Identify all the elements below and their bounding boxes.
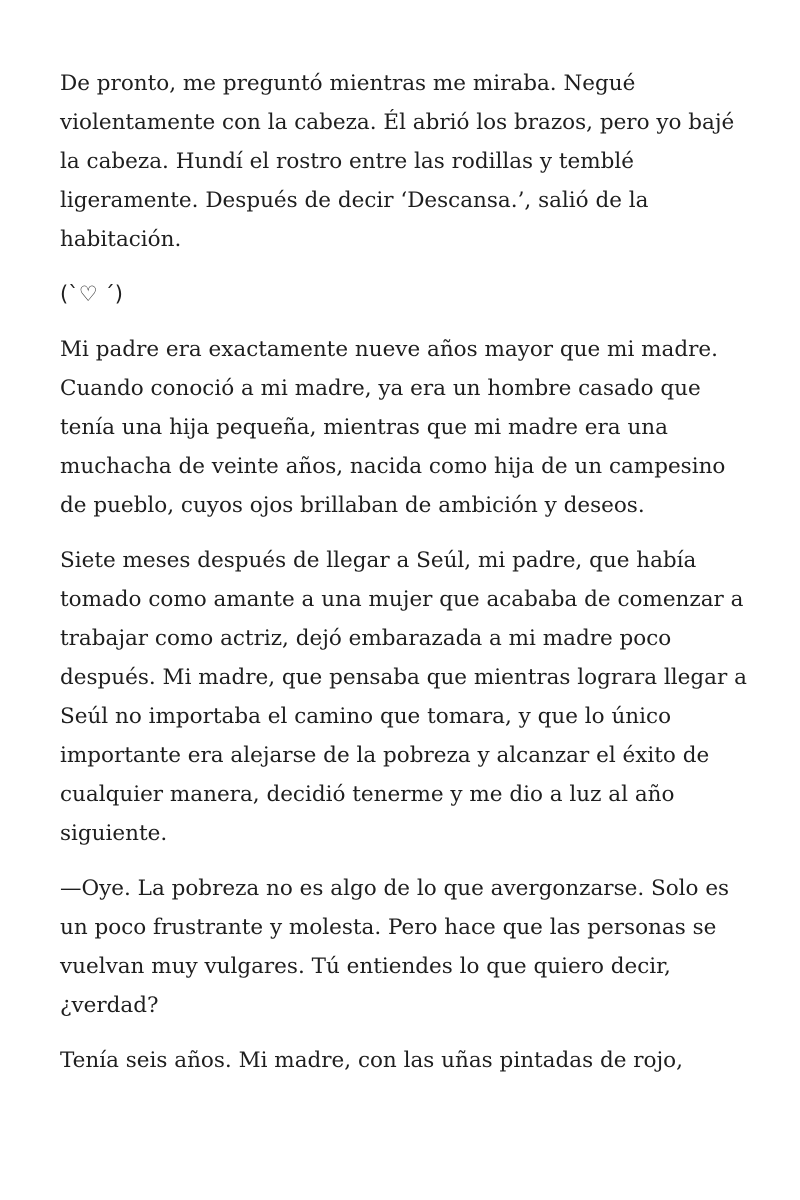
document-page bbox=[60, 64, 750, 1096]
paragraph: —Oye. La pobreza no es algo de lo que avergonzarse. Solo es un poco frustrante y molesta. Pero hace que las personas se vuelvan muy vulgares. Tú entiendes lo que quiero decir, ¿verdad? bbox=[60, 876, 730, 1018]
paragraph: De pronto, me preguntó mientras me miraba. Negué violentamente con la cabeza. Él abrió los brazos, pero yo bajé la cabeza. Hundí el rostro entre las rodillas y temblé ligeramente. Después de decir ‘Descansa.’, salió de la habitación. bbox=[60, 71, 735, 252]
paragraph: Mi padre era exactamente nueve años mayor que mi madre. Cuando conoció a mi madre, ya era un hombre casado que tenía una hija pequeña, mientras que mi madre era una muchacha de veinte años, nacida como hija de un campesino de pueblo, cuyos ojos brillaban de ambición y deseos. bbox=[60, 337, 726, 518]
paragraph: Siete meses después de llegar a Seúl, mi padre, que había tomado como amante a una mujer que acababa de comenzar a trabajar como actriz, dejó embarazada a mi madre poco después. Mi madre, que pensaba que mientras lograra llegar a Seúl no importaba el camino que tomara, y que lo único importante era alejarse de la pobreza y alcanzar el éxito de cualquier manera, decidió tenerme y me dio a luz al año siguiente. bbox=[60, 548, 747, 846]
paragraph: Tenía seis años. Mi madre, con las uñas pintadas de rojo, bbox=[60, 1048, 683, 1073]
scene-break-divider: (`♡ ´) bbox=[60, 282, 123, 306]
